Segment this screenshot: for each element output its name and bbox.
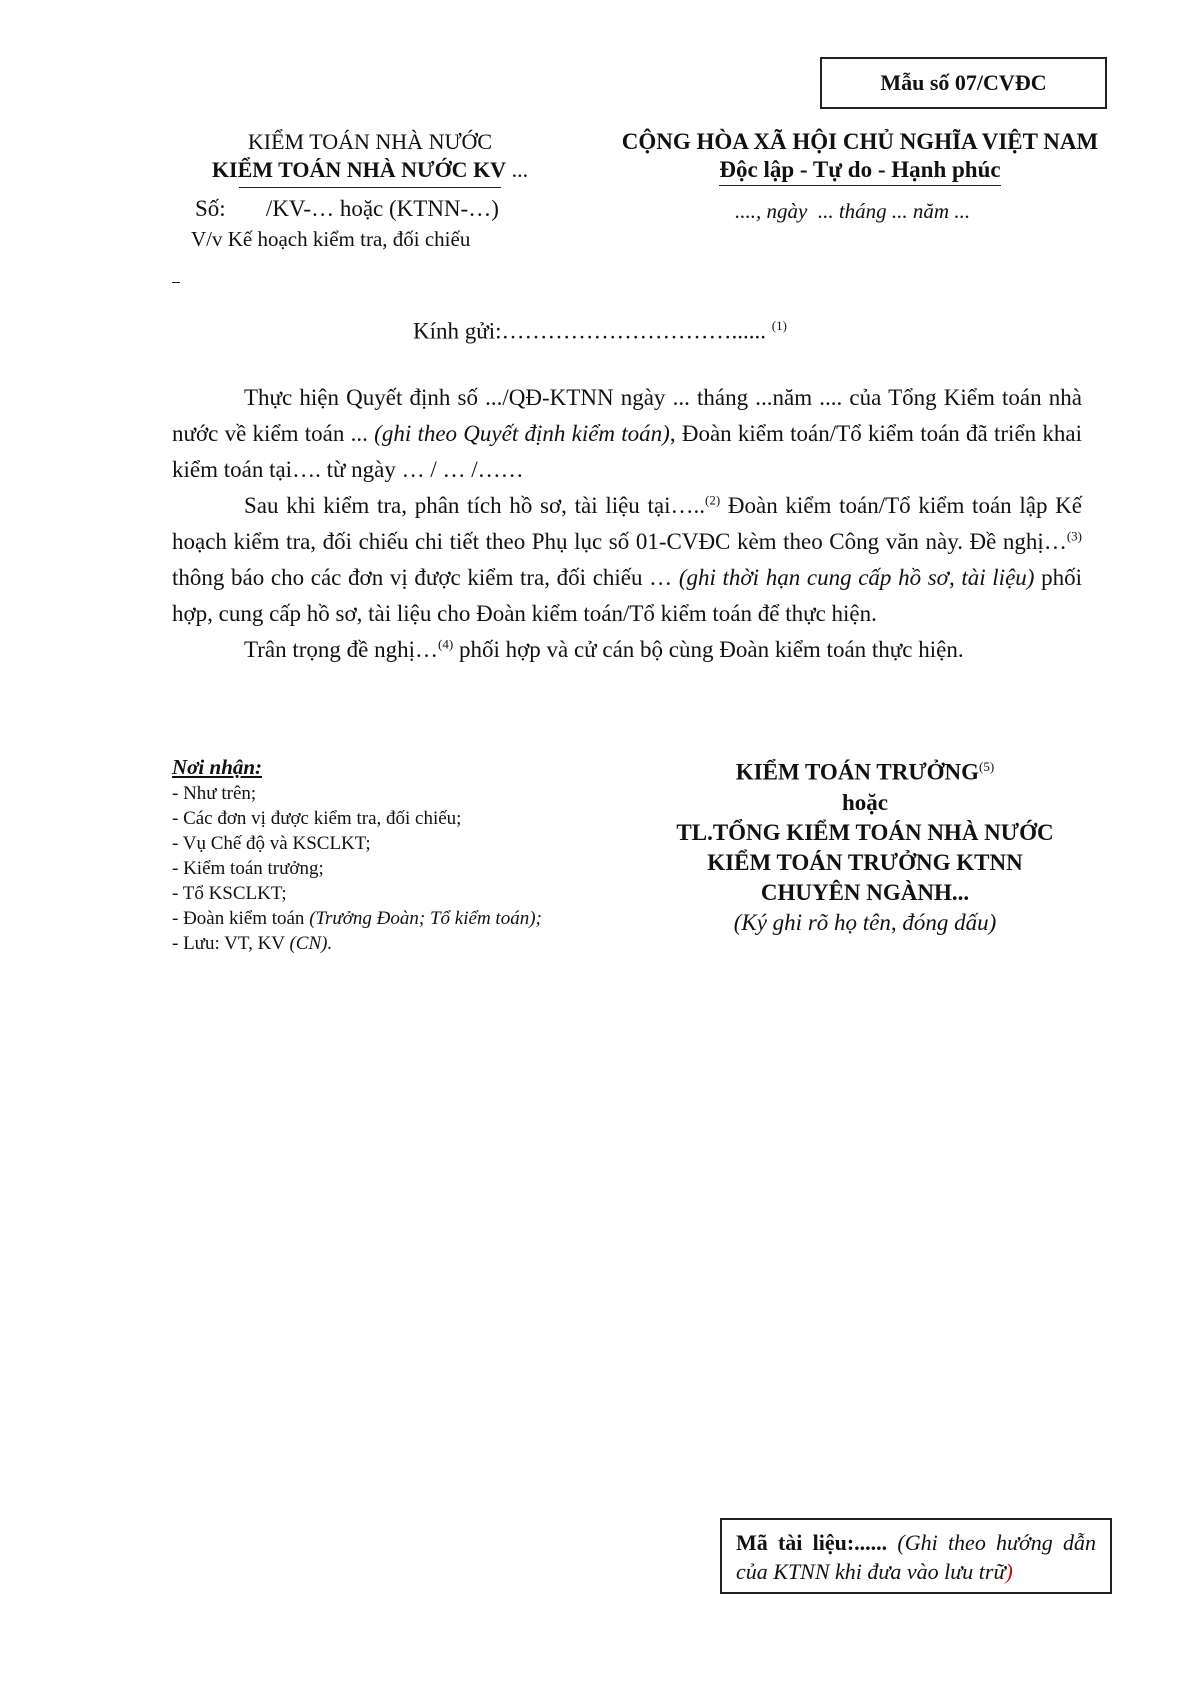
national-motto: Độc lập - Tự do - Hạnh phúc bbox=[719, 156, 1000, 186]
paragraph-1-text-a: Thực hiện Quyết định số .../QĐ-KTNN ngày ... tháng ...năm .... của Tổng Kiểm toán nhà nước về kiểm toán ... bbox=[172, 385, 1082, 446]
document-code-label: Mã tài liệu:...... bbox=[736, 1530, 888, 1555]
recipient-item: - Kiểm toán trưởng; bbox=[172, 858, 324, 879]
form-number-label: Mẫu số 07/CVĐC bbox=[880, 70, 1047, 95]
national-header bbox=[600, 128, 1120, 186]
footnote-ref-4: (4) bbox=[438, 636, 454, 652]
footnote-ref-5: (5) bbox=[979, 759, 995, 774]
regional-agency-suffix: ... bbox=[506, 157, 529, 182]
agency-name: KIỂM TOÁN NHÀ NƯỚC bbox=[247, 129, 493, 154]
paragraph-2-text-b: Đoàn kiểm toán/Tổ kiểm toán lập Kế hoạch kiểm tra, đối chiếu chi tiết theo Phụ lục số 01-CVĐC kèm theo Công văn này. Đề nghị… bbox=[172, 493, 1082, 554]
signer-title-line bbox=[615, 752, 1115, 788]
addressee bbox=[413, 318, 787, 345]
recipient-item bbox=[172, 906, 602, 931]
regional-agency-line bbox=[150, 156, 590, 184]
recipient-item-text: - Lưu: VT, KV bbox=[172, 933, 290, 954]
paragraph-3 bbox=[172, 632, 1082, 668]
paragraph-2-italic: (ghi thời hạn cung cấp hồ sơ, tài liệu) bbox=[678, 565, 1035, 590]
country-name: CỘNG HÒA XÃ HỘI CHỦ NGHĨA VIỆT NAM bbox=[621, 129, 1099, 154]
recipients-list bbox=[172, 781, 602, 956]
paragraph-2-text-d: phối hợp, cung cấp hồ sơ, tài liệu cho Đoàn kiểm toán/Tổ kiểm toán để thực hiện. bbox=[172, 565, 1082, 626]
divider-mark bbox=[172, 282, 180, 283]
regional-agency-name: KIỂM TOÁN NHÀ NƯỚC KV bbox=[211, 157, 507, 182]
recipient-item-italic: (CN). bbox=[289, 933, 333, 954]
document-code-close: ) bbox=[1005, 1559, 1013, 1584]
signer-title: KIỂM TOÁN TRƯỞNG bbox=[735, 759, 980, 785]
signer-authority: TL.TỔNG KIỂM TOÁN NHÀ NƯỚC bbox=[676, 819, 1054, 845]
recipient-item-text: - Đoàn kiểm toán bbox=[172, 908, 310, 929]
recipient-item bbox=[172, 931, 602, 956]
agency-underline bbox=[239, 187, 501, 188]
footnote-ref-2: (2) bbox=[705, 492, 721, 508]
document-subject: V/v Kế hoạch kiểm tra, đối chiếu bbox=[191, 227, 471, 251]
signature-instruction: (Ký ghi rõ họ tên, đóng dấu) bbox=[733, 909, 997, 935]
recipient-item: - Vụ Chế độ và KSCLKT; bbox=[172, 833, 371, 854]
paragraph-1 bbox=[172, 380, 1082, 488]
document-code-box bbox=[720, 1518, 1112, 1594]
recipients-title: Nơi nhận: bbox=[172, 755, 263, 779]
signer-specialty: CHUYÊN NGÀNH... bbox=[760, 879, 970, 905]
letter-body bbox=[172, 380, 1082, 668]
footnote-ref-3: (3) bbox=[1066, 528, 1082, 544]
document-code-note: (Ghi theo hướng dẫn của KTNN khi đưa vào lưu trữ bbox=[736, 1530, 1096, 1584]
recipients-block bbox=[172, 753, 602, 956]
addressee-text: Kính gửi:…………………………...... bbox=[413, 318, 766, 344]
recipient-item: - Tổ KSCLKT; bbox=[172, 883, 287, 904]
recipient-item: - Các đơn vị được kiểm tra, đối chiếu; bbox=[172, 808, 462, 829]
footnote-ref-1: (1) bbox=[771, 318, 787, 333]
signer-position: KIỂM TOÁN TRƯỞNG KTNN bbox=[707, 849, 1023, 875]
paragraph-2-text-a: Sau khi kiểm tra, phân tích hồ sơ, tài liệu tại….. bbox=[244, 493, 705, 518]
paragraph-3-text-b: phối hợp và cử cán bộ cùng Đoàn kiểm toán thực hiện. bbox=[453, 637, 964, 662]
recipient-item: - Như trên; bbox=[172, 783, 257, 804]
paragraph-2 bbox=[172, 488, 1082, 632]
document-number: Số: /KV-… hoặc (KTNN-…) bbox=[195, 196, 499, 221]
form-number-box bbox=[820, 57, 1107, 109]
paragraph-1-text-b: , Đoàn kiểm toán/Tổ kiểm toán đã triển khai kiểm toán tại…. từ ngày … / … /…… bbox=[172, 421, 1083, 482]
signer-or: hoặc bbox=[842, 789, 888, 815]
signature-block bbox=[615, 752, 1115, 938]
paragraph-1-italic: (ghi theo Quyết định kiểm toán) bbox=[374, 421, 670, 446]
paragraph-2-text-c: thông báo cho các đơn vị được kiểm tra, đối chiếu … bbox=[172, 565, 679, 590]
recipient-item-italic: (Trưởng Đoàn; Tổ kiểm toán); bbox=[309, 908, 542, 929]
agency-header bbox=[150, 128, 590, 188]
document-date: ...., ngày ... tháng ... năm ... bbox=[735, 199, 971, 223]
paragraph-3-text-a: Trân trọng đề nghị… bbox=[244, 637, 439, 662]
